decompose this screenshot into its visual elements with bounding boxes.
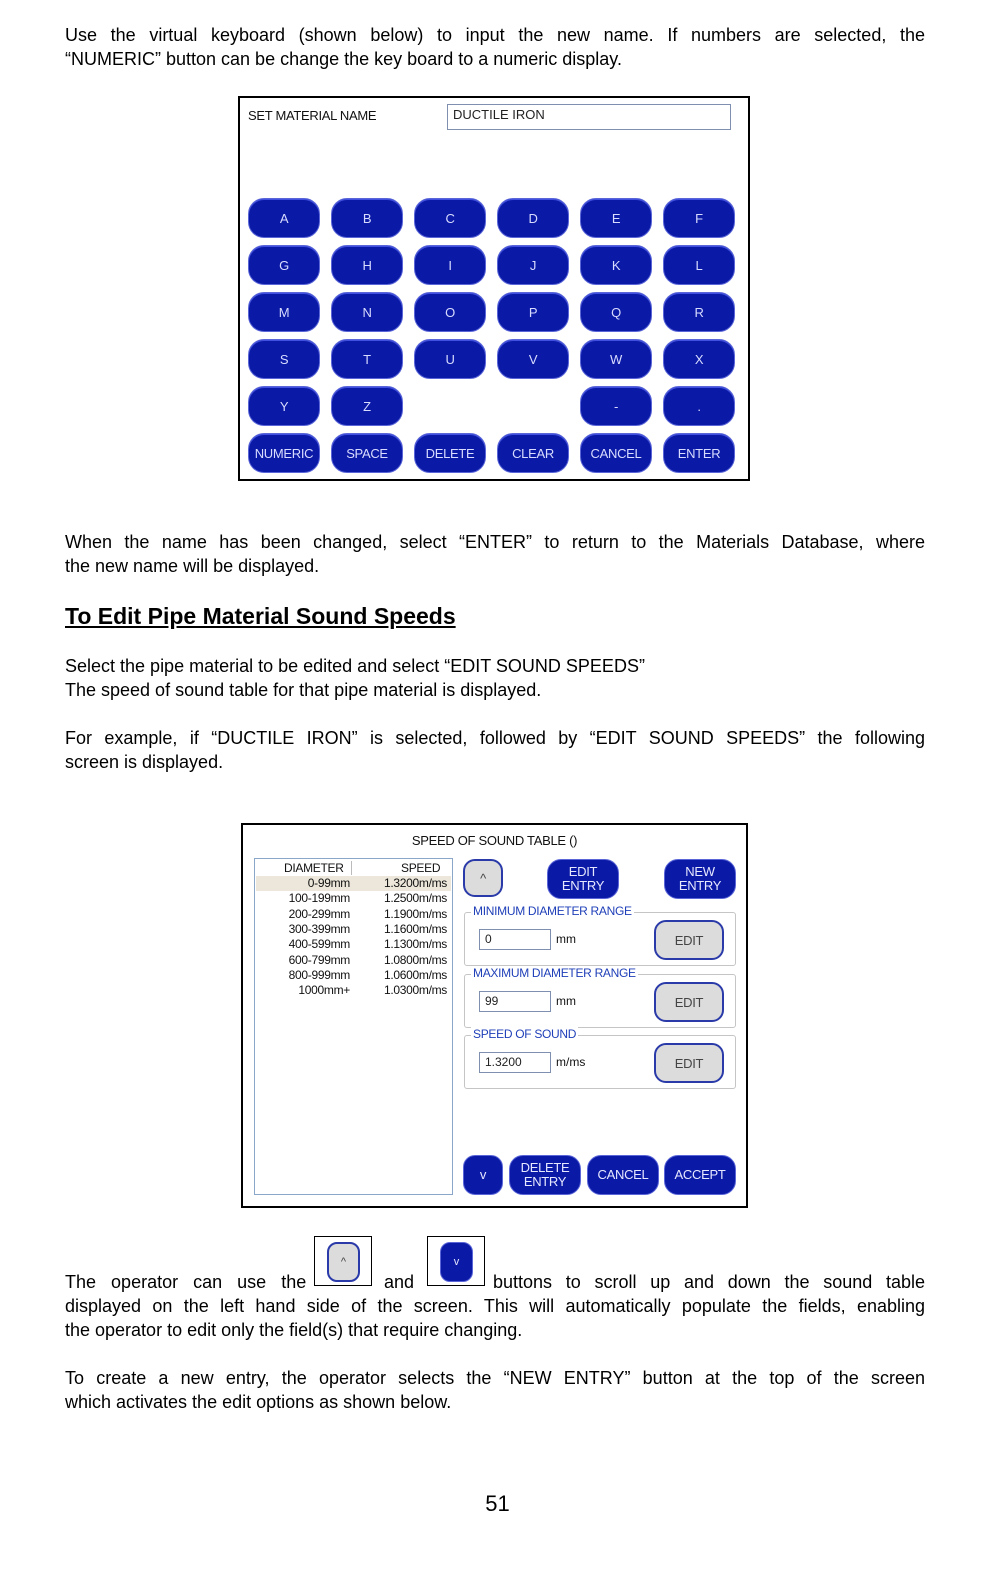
edit-entry-button[interactable]: EDIT ENTRY	[547, 859, 619, 899]
key-v[interactable]: V	[497, 339, 569, 379]
key-w[interactable]: W	[580, 339, 652, 379]
key-numeric[interactable]: NUMERIC	[248, 433, 320, 473]
table-row[interactable]	[256, 876, 451, 891]
key-cancel[interactable]: CANCEL	[580, 433, 652, 473]
row-speed: 1.1900m/ms	[383, 906, 447, 921]
row-speed: 1.0600m/ms	[383, 967, 447, 982]
word-the: The	[65, 1272, 97, 1292]
key-b[interactable]: B	[331, 198, 403, 238]
header-divider	[351, 861, 352, 875]
row-speed: 1.1300m/ms	[383, 937, 447, 952]
table-row[interactable]	[256, 937, 451, 952]
edit-maximum-button[interactable]: EDIT	[654, 982, 724, 1022]
key-dot[interactable]: .	[663, 386, 735, 426]
intro-paragraph	[65, 23, 925, 71]
minimum-diameter-label: MINIMUM DIAMETER RANGE	[473, 904, 632, 918]
diameter-column-header[interactable]: DIAMETER	[284, 861, 344, 875]
example-paragraph	[65, 726, 925, 774]
edit-minimum-button[interactable]: EDIT	[654, 920, 724, 960]
row-diameter: 300-399mm	[288, 921, 350, 936]
key-d[interactable]: D	[497, 198, 569, 238]
after-kbd-line-2: the new name will be displayed.	[65, 556, 320, 576]
table-row[interactable]	[256, 922, 451, 937]
sound-speed-table[interactable]	[254, 858, 453, 1195]
row-diameter: 400-599mm	[288, 937, 350, 952]
key-enter[interactable]: ENTER	[663, 433, 735, 473]
speed-column-header[interactable]: SPEED	[401, 861, 441, 875]
after-kbd-line-1: When the name has been changed, select “ENTER” to return to the Materials Database, where	[65, 532, 925, 552]
set-material-name-label: SET MATERIAL NAME	[248, 108, 377, 123]
row-diameter: 200-299mm	[288, 906, 350, 921]
word-the-2: the	[281, 1272, 307, 1292]
word-use: use	[237, 1272, 267, 1292]
key-t[interactable]: T	[331, 339, 403, 379]
new-entry-line-2: which activates the edit options as shown below.	[65, 1392, 452, 1412]
key-dash[interactable]: -	[580, 386, 652, 426]
new-entry-line-1: To create a new entry, the operator selects the “NEW ENTRY” button at the top of the screen	[65, 1368, 925, 1388]
new-entry-paragraph	[65, 1366, 925, 1414]
key-g[interactable]: G	[248, 245, 320, 285]
key-y[interactable]: Y	[248, 386, 320, 426]
key-e[interactable]: E	[580, 198, 652, 238]
minimum-diameter-unit: mm	[556, 932, 576, 946]
down-arrow-icon: v	[440, 1242, 473, 1282]
speed-of-sound-input[interactable]: 1.3200	[479, 1052, 551, 1073]
cancel-button[interactable]: CANCEL	[587, 1155, 659, 1195]
accept-button[interactable]: ACCEPT	[664, 1155, 736, 1195]
row-diameter: 100-199mm	[288, 891, 350, 906]
minimum-diameter-group	[464, 904, 736, 966]
table-row[interactable]	[256, 968, 451, 983]
example-line-2: screen is displayed.	[65, 752, 224, 772]
key-u[interactable]: U	[414, 339, 486, 379]
key-k[interactable]: K	[580, 245, 652, 285]
maximum-diameter-unit: mm	[556, 994, 576, 1008]
scroll-line-1-end: buttons to scroll up and down the sound table	[493, 1272, 925, 1292]
scroll-line-3: the operator to edit only the field(s) that require changing.	[65, 1320, 523, 1340]
key-f[interactable]: F	[663, 198, 735, 238]
row-speed: 1.2500m/ms	[383, 891, 447, 906]
row-diameter: 800-999mm	[288, 967, 350, 982]
inline-up-button-image	[314, 1236, 372, 1286]
maximum-diameter-group	[464, 966, 736, 1028]
row-speed: 1.0300m/ms	[383, 983, 447, 998]
key-j[interactable]: J	[497, 245, 569, 285]
scroll-line-1-start	[65, 1270, 306, 1294]
after-keyboard-paragraph	[65, 530, 925, 578]
speed-of-sound-unit: m/ms	[556, 1055, 586, 1069]
page-number: 51	[485, 1491, 510, 1516]
row-speed: 1.3200m/ms	[383, 876, 447, 890]
key-o[interactable]: O	[414, 292, 486, 332]
scroll-lines-rest	[65, 1294, 925, 1342]
select-line-1: Select the pipe material to be edited and select “EDIT SOUND SPEEDS”	[65, 656, 645, 676]
delete-entry-button[interactable]: DELETE ENTRY	[509, 1155, 581, 1195]
key-x[interactable]: X	[663, 339, 735, 379]
maximum-diameter-input[interactable]: 99	[479, 991, 551, 1012]
key-q[interactable]: Q	[580, 292, 652, 332]
word-can: can	[193, 1272, 223, 1292]
maximum-diameter-label: MAXIMUM DIAMETER RANGE	[473, 966, 636, 980]
intro-line-2: “NUMERIC” button can be change the key board to a numeric display.	[65, 49, 622, 69]
edit-speed-button[interactable]: EDIT	[654, 1043, 724, 1083]
word-and: and	[384, 1272, 415, 1292]
key-i[interactable]: I	[414, 245, 486, 285]
keyboard-screenshot	[238, 96, 750, 481]
scroll-up-button[interactable]: ^	[463, 859, 503, 897]
key-space[interactable]: SPACE	[331, 433, 403, 473]
table-row[interactable]	[256, 891, 451, 906]
select-line-2: The speed of sound table for that pipe material is displayed.	[65, 680, 542, 700]
example-line-1: For example, if “DUCTILE IRON” is selected, followed by “EDIT SOUND SPEEDS” the following	[65, 728, 925, 748]
speed-of-sound-group	[464, 1027, 736, 1089]
speed-of-sound-screenshot	[241, 823, 748, 1208]
section-heading: To Edit Pipe Material Sound Speeds	[65, 603, 456, 629]
select-paragraph	[65, 654, 925, 702]
key-clear[interactable]: CLEAR	[497, 433, 569, 473]
minimum-diameter-input[interactable]: 0	[479, 929, 551, 950]
key-m[interactable]: M	[248, 292, 320, 332]
key-c[interactable]: C	[414, 198, 486, 238]
row-speed: 1.1600m/ms	[383, 921, 447, 936]
row-speed: 1.0800m/ms	[383, 952, 447, 967]
table-row[interactable]	[256, 907, 451, 922]
intro-line-1: Use the virtual keyboard (shown below) to input the new name. If numbers are selected, the	[65, 25, 925, 45]
key-s[interactable]: S	[248, 339, 320, 379]
key-delete[interactable]: DELETE	[414, 433, 486, 473]
row-diameter: 0-99mm	[307, 876, 350, 890]
speed-of-sound-label: SPEED OF SOUND	[473, 1027, 577, 1041]
key-a[interactable]: A	[248, 198, 320, 238]
key-n[interactable]: N	[331, 292, 403, 332]
key-p[interactable]: P	[497, 292, 569, 332]
inline-down-button-image	[427, 1236, 485, 1286]
key-l[interactable]: L	[663, 245, 735, 285]
row-diameter: 1000mm+	[298, 983, 350, 998]
new-entry-button[interactable]: NEW ENTRY	[664, 859, 736, 899]
sos-table-title: SPEED OF SOUND TABLE ()	[411, 833, 578, 848]
scroll-down-button[interactable]: v	[463, 1155, 503, 1195]
table-row[interactable]	[256, 983, 451, 998]
material-name-input[interactable]: DUCTILE IRON	[447, 104, 731, 130]
scroll-line-2: displayed on the left hand side of the screen. This will automatically populate the fields, enabling	[65, 1296, 925, 1316]
key-h[interactable]: H	[331, 245, 403, 285]
word-operator: operator	[111, 1272, 179, 1292]
up-arrow-icon: ^	[327, 1242, 360, 1282]
key-r[interactable]: R	[663, 292, 735, 332]
table-row[interactable]	[256, 953, 451, 968]
key-z[interactable]: Z	[331, 386, 403, 426]
row-diameter: 600-799mm	[288, 952, 350, 967]
